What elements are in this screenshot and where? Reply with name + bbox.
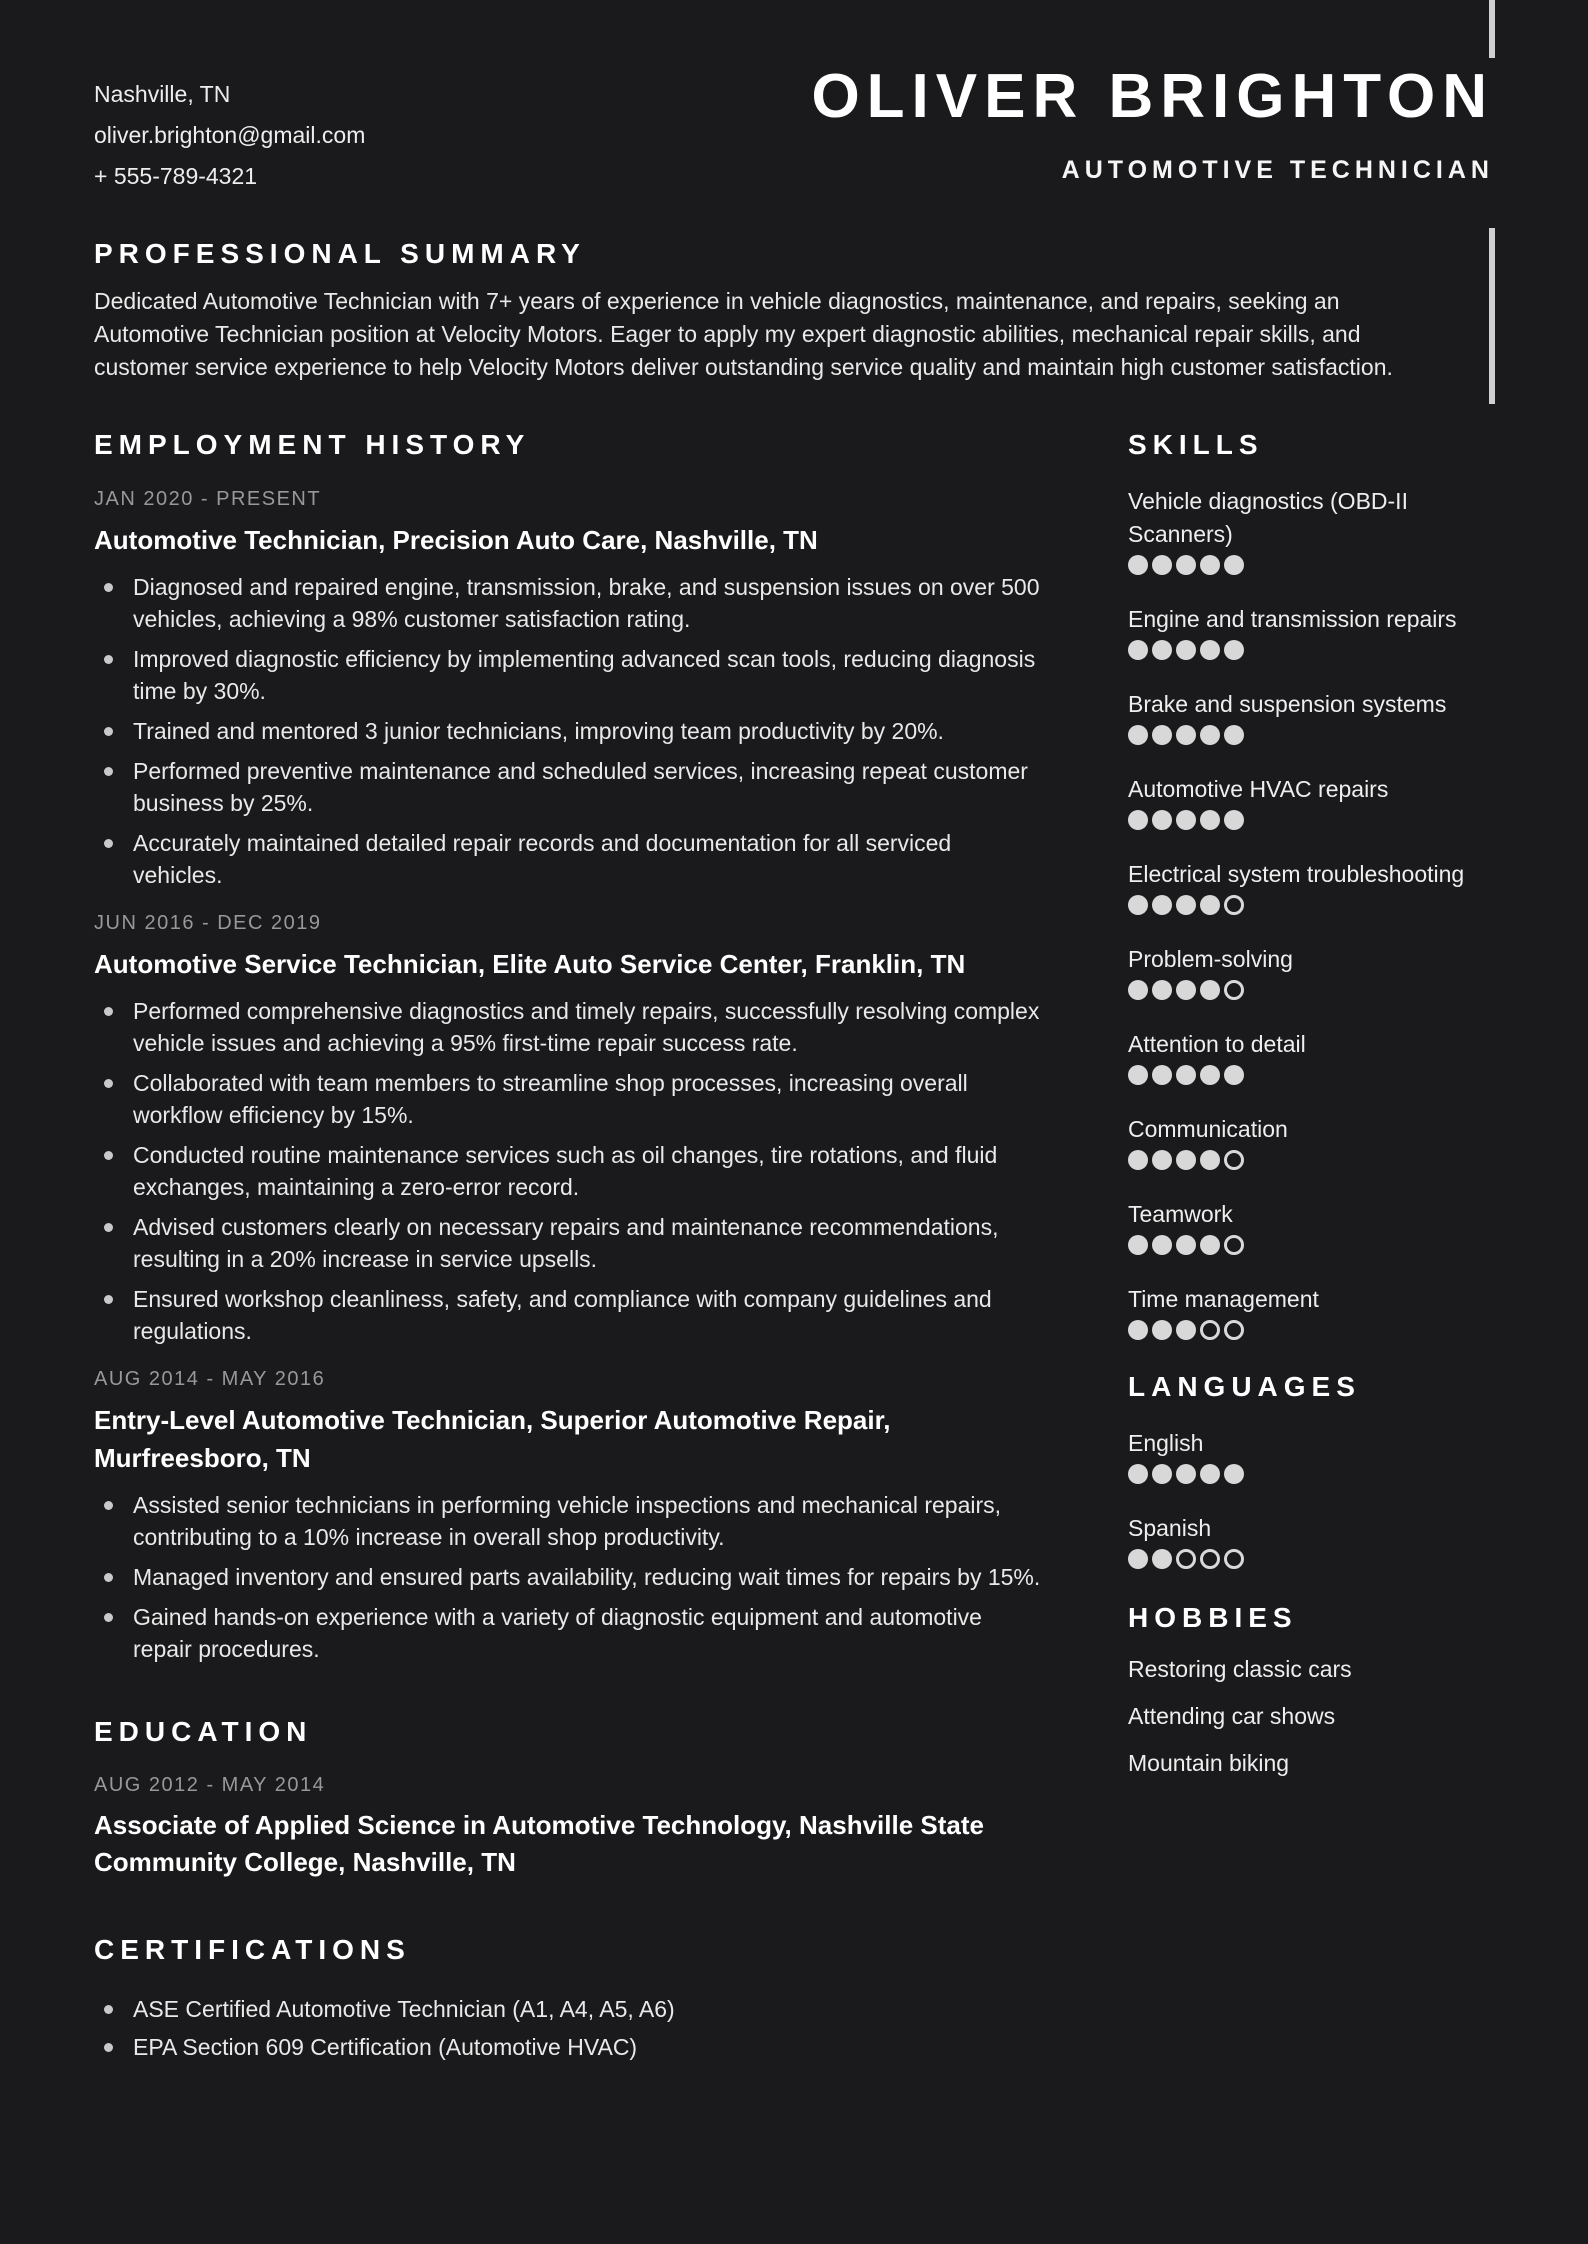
level-dot-filled — [1176, 1065, 1196, 1085]
level-dot-filled — [1128, 895, 1148, 915]
job-bullets — [94, 571, 1044, 891]
bullet-item: Improved diagnostic efficiency by implementing advanced scan tools, reducing diagnosis time by 30%. — [94, 643, 1044, 707]
level-dot-filled — [1152, 1549, 1172, 1569]
level-dot-filled — [1152, 1464, 1172, 1484]
job-dates: JAN 2020 - PRESENT — [94, 488, 322, 510]
skill-item — [1128, 1283, 1494, 1340]
scrollbar-segment-top[interactable] — [1489, 0, 1495, 58]
scrollbar-thumb[interactable] — [1489, 228, 1495, 404]
rating-dots — [1128, 1235, 1494, 1255]
level-dot-filled — [1152, 895, 1172, 915]
rating-dots — [1128, 895, 1494, 915]
languages-section — [1128, 1370, 1494, 1569]
bullet-item: Assisted senior technicians in performing vehicle inspections and mechanical repairs, contributing to a 10% increase in overall shop productivity. — [94, 1489, 1044, 1553]
level-dot-filled — [1176, 810, 1196, 830]
level-dot-filled — [1152, 1235, 1172, 1255]
level-dot-filled — [1128, 555, 1148, 575]
bullet-item: Ensured workshop cleanliness, safety, and compliance with company guidelines and regulations. — [94, 1283, 1044, 1347]
skill-item — [1128, 603, 1494, 660]
rated-label: Engine and transmission repairs — [1128, 606, 1457, 632]
hobbies-heading: HOBBIES — [1128, 1602, 1298, 1633]
bullet-item: Accurately maintained detailed repair records and documentation for all serviced vehicles. — [94, 827, 1044, 891]
rating-dots — [1128, 1065, 1494, 1085]
rated-label: Automotive HVAC repairs — [1128, 776, 1389, 802]
level-dot-filled — [1128, 1549, 1148, 1569]
summary-text: Dedicated Automotive Technician with 7+ years of experience in vehicle diagnostics, maintenance, and repairs, seeking an Automotive Technician position at Velocity Motors. Eager to apply my expert diagnostic abilities, mechanical repair skills, and customer service experience to help Velocity Motors deliver outstanding service quality and maintain high customer satisfaction. — [94, 288, 1393, 380]
rating-dots — [1128, 1464, 1494, 1484]
certifications-list — [94, 1993, 1044, 2063]
hobby-item: Attending car shows — [1128, 1703, 1336, 1729]
level-dot-filled — [1224, 810, 1244, 830]
level-dot-filled — [1200, 1235, 1220, 1255]
level-dot-empty — [1224, 1549, 1244, 1569]
hobby-item: Restoring classic cars — [1128, 1656, 1352, 1682]
level-dot-filled — [1176, 1235, 1196, 1255]
skill-item — [1128, 1198, 1494, 1255]
header — [94, 62, 1494, 197]
level-dot-filled — [1200, 725, 1220, 745]
rating-dots — [1128, 810, 1494, 830]
main-column — [94, 428, 1044, 2069]
level-dot-filled — [1128, 640, 1148, 660]
skill-item — [1128, 1113, 1494, 1170]
level-dot-empty — [1224, 895, 1244, 915]
level-dot-empty — [1200, 1549, 1220, 1569]
level-dot-filled — [1176, 1320, 1196, 1340]
rated-label: Electrical system troubleshooting — [1128, 861, 1465, 887]
level-dot-filled — [1200, 555, 1220, 575]
rated-label: Time management — [1128, 1286, 1319, 1312]
contact-location: Nashville, TN — [94, 81, 231, 107]
level-dot-filled — [1224, 1464, 1244, 1484]
bullet-item: Diagnosed and repaired engine, transmission, brake, and suspension issues on over 500 vehicles, achieving a 98% customer satisfaction rating. — [94, 571, 1044, 635]
level-dot-filled — [1152, 1150, 1172, 1170]
level-dot-filled — [1200, 1150, 1220, 1170]
level-dot-filled — [1128, 1464, 1148, 1484]
level-dot-filled — [1200, 895, 1220, 915]
level-dot-filled — [1200, 810, 1220, 830]
bullet-item: ASE Certified Automotive Technician (A1, A4, A5, A6) — [94, 1993, 1044, 2025]
contact-email: oliver.brighton@gmail.com — [94, 122, 366, 148]
level-dot-filled — [1128, 1150, 1148, 1170]
level-dot-filled — [1224, 725, 1244, 745]
skills-heading: SKILLS — [1128, 429, 1264, 460]
level-dot-empty — [1224, 1150, 1244, 1170]
level-dot-filled — [1200, 1464, 1220, 1484]
level-dot-filled — [1128, 980, 1148, 1000]
education-section — [94, 1715, 1044, 1881]
level-dot-filled — [1128, 1235, 1148, 1255]
bullet-item: Performed preventive maintenance and scheduled services, increasing repeat customer business by 25%. — [94, 755, 1044, 819]
level-dot-filled — [1224, 640, 1244, 660]
languages-heading: LANGUAGES — [1128, 1371, 1361, 1402]
job-dates: AUG 2014 - MAY 2016 — [94, 1368, 326, 1390]
contact-phone: + 555-789-4321 — [94, 163, 258, 189]
level-dot-filled — [1152, 640, 1172, 660]
hobbies-list — [1128, 1653, 1494, 1780]
hobbies-section — [1128, 1601, 1494, 1780]
bullet-item: Advised customers clearly on necessary repairs and maintenance recommendations, resulting in a 20% increase in service upsells. — [94, 1211, 1044, 1275]
job-entry — [94, 911, 1044, 1347]
rated-label: Attention to detail — [1128, 1031, 1306, 1057]
bullet-item: Collaborated with team members to streamline shop processes, increasing overall workflow efficiency by 15%. — [94, 1067, 1044, 1131]
hobby-item: Mountain biking — [1128, 1750, 1290, 1776]
two-column-body — [94, 428, 1494, 2069]
rated-label: Brake and suspension systems — [1128, 691, 1447, 717]
name-block — [811, 62, 1494, 185]
bullet-item: Managed inventory and ensured parts availability, reducing wait times for repairs by 15%. — [94, 1561, 1044, 1593]
level-dot-filled — [1176, 555, 1196, 575]
employment-section — [94, 428, 1044, 1665]
level-dot-filled — [1176, 1464, 1196, 1484]
languages-list — [1128, 1427, 1494, 1569]
rating-dots — [1128, 725, 1494, 745]
language-item — [1128, 1427, 1494, 1484]
job-title: Entry-Level Automotive Technician, Superior Automotive Repair, Murfreesboro, TN — [94, 1405, 891, 1473]
level-dot-filled — [1152, 555, 1172, 575]
jobs-list — [94, 487, 1044, 1665]
level-dot-filled — [1152, 810, 1172, 830]
level-dot-empty — [1176, 1549, 1196, 1569]
candidate-job-title: AUTOMOTIVE TECHNICIAN — [1061, 156, 1494, 184]
summary-heading: PROFESSIONAL SUMMARY — [94, 238, 586, 269]
bullet-item: Gained hands-on experience with a variety of diagnostic equipment and automotive repair procedures. — [94, 1601, 1044, 1665]
education-dates: AUG 2012 - MAY 2014 — [94, 1774, 326, 1796]
skill-item — [1128, 943, 1494, 1000]
rating-dots — [1128, 640, 1494, 660]
level-dot-empty — [1200, 1320, 1220, 1340]
education-degree: Associate of Applied Science in Automotive Technology, Nashville State Community College, Nashville, TN — [94, 1810, 984, 1877]
level-dot-filled — [1152, 725, 1172, 745]
education-heading: EDUCATION — [94, 1716, 313, 1747]
rated-label: Communication — [1128, 1116, 1288, 1142]
level-dot-filled — [1128, 1065, 1148, 1085]
level-dot-filled — [1176, 640, 1196, 660]
job-title: Automotive Service Technician, Elite Auto Service Center, Franklin, TN — [94, 949, 966, 979]
level-dot-filled — [1176, 1150, 1196, 1170]
level-dot-empty — [1224, 1320, 1244, 1340]
rated-label: Teamwork — [1128, 1201, 1233, 1227]
bullet-item: Trained and mentored 3 junior technicians, improving team productivity by 20%. — [94, 715, 1044, 747]
level-dot-filled — [1176, 895, 1196, 915]
candidate-name: OLIVER BRIGHTON — [811, 62, 1494, 131]
skill-item — [1128, 858, 1494, 915]
certifications-heading: CERTIFICATIONS — [94, 1934, 411, 1965]
level-dot-filled — [1200, 1065, 1220, 1085]
rated-label: English — [1128, 1430, 1204, 1456]
skill-item — [1128, 688, 1494, 745]
level-dot-empty — [1224, 980, 1244, 1000]
level-dot-filled — [1200, 980, 1220, 1000]
level-dot-filled — [1128, 1320, 1148, 1340]
rating-dots — [1128, 1549, 1494, 1569]
level-dot-filled — [1224, 1065, 1244, 1085]
side-column — [1128, 428, 1494, 2069]
job-entry — [94, 1367, 1044, 1665]
rating-dots — [1128, 980, 1494, 1000]
skills-list — [1128, 485, 1494, 1340]
rating-dots — [1128, 555, 1494, 575]
level-dot-filled — [1152, 1320, 1172, 1340]
job-dates: JUN 2016 - DEC 2019 — [94, 912, 322, 934]
bullet-item: Performed comprehensive diagnostics and timely repairs, successfully resolving complex vehicle issues and achieving a 95% first-time repair success rate. — [94, 995, 1044, 1059]
job-bullets — [94, 1489, 1044, 1665]
skill-item — [1128, 485, 1494, 575]
language-item — [1128, 1512, 1494, 1569]
rating-dots — [1128, 1150, 1494, 1170]
certifications-section — [94, 1933, 1044, 2063]
level-dot-empty — [1224, 1235, 1244, 1255]
summary-section — [94, 237, 1494, 384]
rated-label: Spanish — [1128, 1515, 1212, 1541]
skill-item — [1128, 1028, 1494, 1085]
level-dot-filled — [1128, 810, 1148, 830]
level-dot-filled — [1152, 1065, 1172, 1085]
skill-item — [1128, 773, 1494, 830]
job-entry — [94, 487, 1044, 891]
level-dot-filled — [1224, 555, 1244, 575]
job-bullets — [94, 995, 1044, 1347]
level-dot-filled — [1176, 725, 1196, 745]
employment-heading: EMPLOYMENT HISTORY — [94, 429, 531, 460]
skills-section — [1128, 428, 1494, 1340]
bullet-item: Conducted routine maintenance services such as oil changes, tire rotations, and fluid exchanges, maintaining a zero-error record. — [94, 1139, 1044, 1203]
rating-dots — [1128, 1320, 1494, 1340]
level-dot-filled — [1128, 725, 1148, 745]
contact-info — [94, 74, 365, 197]
level-dot-filled — [1152, 980, 1172, 1000]
rated-label: Problem-solving — [1128, 946, 1293, 972]
bullet-item: EPA Section 609 Certification (Automotive HVAC) — [94, 2031, 1044, 2063]
rated-label: Vehicle diagnostics (OBD-II Scanners) — [1128, 488, 1408, 547]
level-dot-filled — [1176, 980, 1196, 1000]
job-title: Automotive Technician, Precision Auto Care, Nashville, TN — [94, 525, 818, 555]
level-dot-filled — [1200, 640, 1220, 660]
